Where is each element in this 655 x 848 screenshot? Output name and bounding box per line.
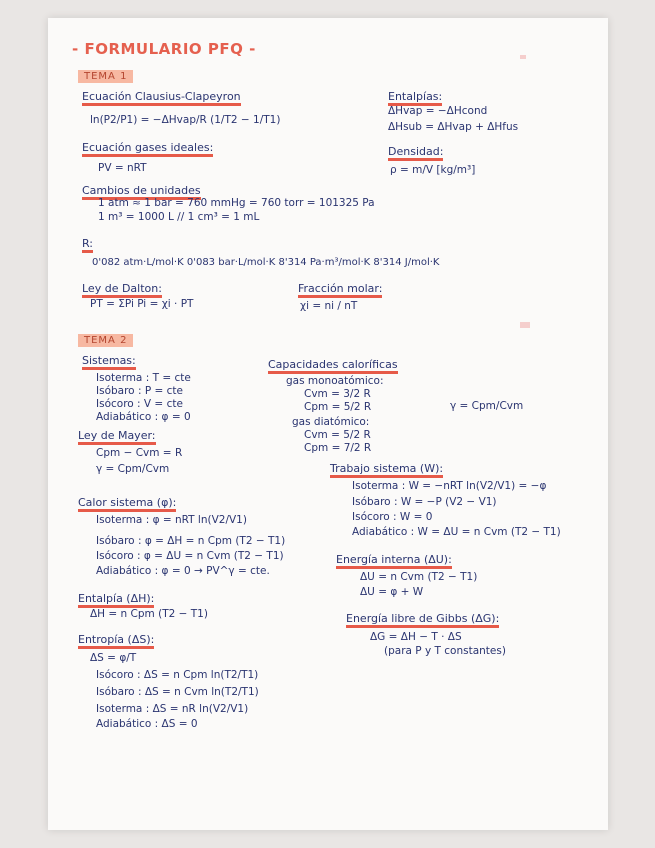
clausius-title: Ecuación Clausius-Clapeyron [82,90,241,106]
enthalpies-title: Entalpías: [388,90,442,106]
mayer-line: Cpm − Cvm = R [96,447,183,459]
entropy-line: Adiabático : ΔS = 0 [96,718,198,730]
mayer-line: γ = Cpm/Cvm [96,463,170,475]
entropy-line: Isóbaro : ΔS = n Cvm ln(T2/T1) [96,686,259,698]
enthalpies-line2: ΔHsub = ΔHvap + ΔHfus [388,121,519,133]
capacities-line: Cvm = 3/2 R [304,388,371,400]
systems-line: Isócoro : V = cte [96,398,183,410]
density-title: Densidad: [388,145,443,161]
gibbs-line: (para P y T constantes) [384,645,506,657]
enthalpy-title: Entalpía (ΔH): [78,592,154,608]
entropy-line: ΔS = φ/T [90,652,137,664]
heat-line: Isóbaro : φ = ΔH = n Cpm (T2 − T1) [96,535,286,547]
tema1-tag: TEMA 1 [78,70,133,83]
capacities-line: gas monoatómico: [286,375,384,387]
systems-line: Adiabático : φ = 0 [96,411,191,423]
gibbs-title: Energía libre de Gibbs (ΔG): [346,612,499,628]
fraction-title: Fracción molar: [298,282,382,298]
systems-line: Isoterma : T = cte [96,372,191,384]
pink-mark [520,322,530,328]
fraction-eq: χi = ni / nT [300,300,358,312]
work-line: Isóbaro : W = −P (V2 − V1) [352,496,497,508]
capacities-title: Capacidades caloríficas [268,358,398,374]
heat-title: Calor sistema (φ): [78,496,176,512]
capacities-line: Cvm = 5/2 R [304,429,371,441]
gibbs-line: ΔG = ΔH − T · ΔS [370,631,462,643]
capacities-line: Cpm = 5/2 R [304,401,372,413]
gamma-eq: γ = Cpm/Cvm [450,400,524,412]
internal-energy-line: ΔU = n Cvm (T2 − T1) [360,571,478,583]
entropy-line: Isócoro : ΔS = n Cpm ln(T2/T1) [96,669,259,681]
heat-line: Isócoro : φ = ΔU = n Cvm (T2 − T1) [96,550,284,562]
work-title: Trabajo sistema (W): [330,462,443,478]
systems-line: Isóbaro : P = cte [96,385,183,397]
work-line: Isoterma : W = −nRT ln(V2/V1) = −φ [352,480,547,492]
r-title: R: [82,237,93,253]
dalton-title: Ley de Dalton: [82,282,162,298]
internal-energy-line: ΔU = φ + W [360,586,424,598]
units-line2: 1 m³ = 1000 L // 1 cm³ = 1 mL [98,211,260,223]
page-title: - FORMULARIO PFQ - [72,40,256,58]
heat-line: Isoterma : φ = nRT ln(V2/V1) [96,514,247,526]
units-title: Cambios de unidades [82,184,201,200]
r-values: 0'082 atm·L/mol·K 0'083 bar·L/mol·K 8'314 Pa·m³/mol·K 8'314 J/mol·K [92,257,440,268]
tema2-tag: TEMA 2 [78,334,133,347]
capacities-line: gas diatómico: [292,416,370,428]
gases-title: Ecuación gases ideales: [82,141,213,157]
entropy-title: Entropía (ΔS): [78,633,154,649]
systems-title: Sistemas: [82,354,136,370]
pink-mark [520,55,526,59]
internal-energy-title: Energía interna (ΔU): [336,553,452,569]
density-eq: ρ = m/V [kg/m³] [390,164,476,176]
clausius-eq: ln(P2/P1) = −ΔHvap/R (1/T2 − 1/T1) [90,114,281,126]
units-line1: 1 atm ≈ 1 bar = 760 mmHg = 760 torr = 101325 Pa [98,197,375,209]
capacities-line: Cpm = 7/2 R [304,442,372,454]
mayer-title: Ley de Mayer: [78,429,156,445]
heat-line: Adiabático : φ = 0 → PV^γ = cte. [96,565,270,577]
work-line: Adiabático : W = ΔU = n Cvm (T2 − T1) [352,526,561,538]
gases-eq: PV = nRT [98,162,147,174]
work-line: Isócoro : W = 0 [352,511,433,523]
enthalpies-line1: ΔHvap = −ΔHcond [388,105,488,117]
enthalpy-eq: ΔH = n Cpm (T2 − T1) [90,608,208,620]
dalton-eq: PT = ΣPi Pi = χi · PT [90,298,194,310]
entropy-line: Isoterma : ΔS = nR ln(V2/V1) [96,703,249,715]
